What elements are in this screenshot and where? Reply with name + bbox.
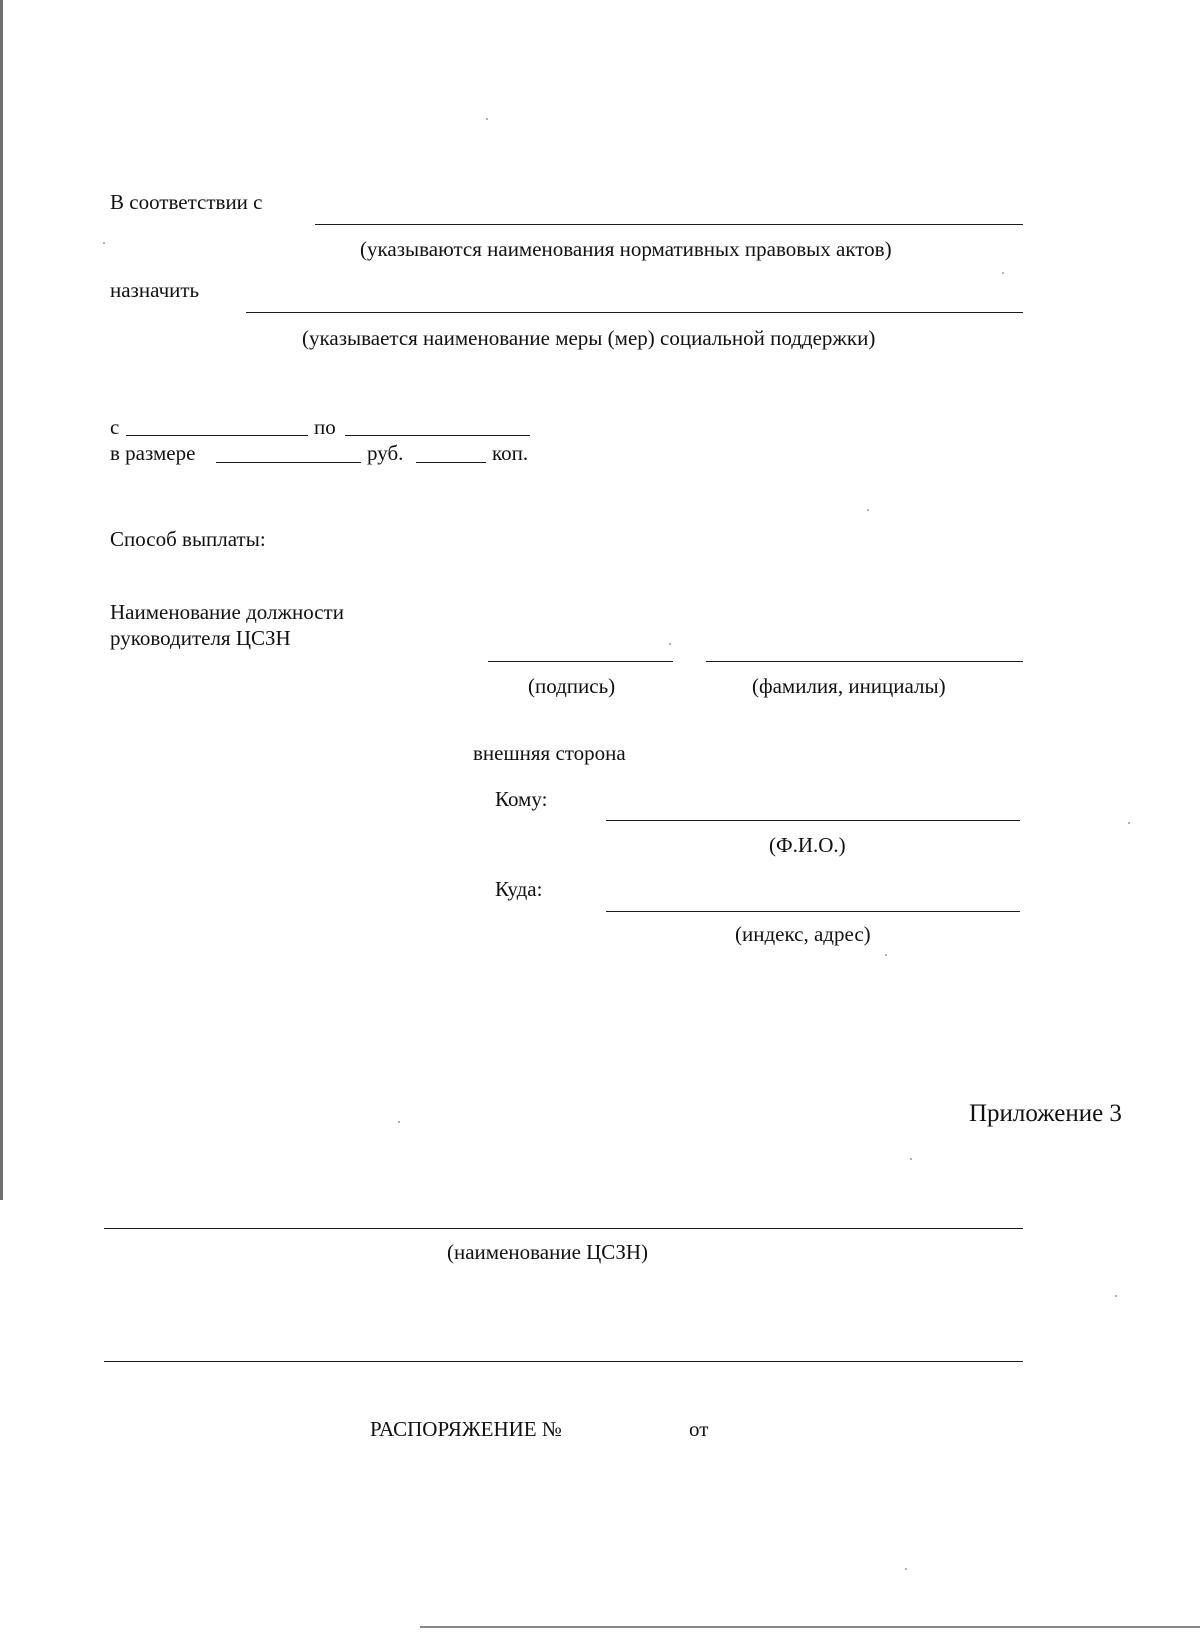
- scan-speck: [885, 954, 887, 956]
- scan-speck: [398, 1121, 400, 1123]
- signature-hint: (подпись): [528, 674, 616, 698]
- rub-label: руб.: [367, 441, 404, 465]
- scan-bottom-edge: [420, 1626, 1200, 1628]
- address-line: [606, 911, 1020, 912]
- to-date-line: [345, 435, 530, 436]
- name-hint: (фамилия, инициалы): [752, 674, 946, 698]
- from-label: с: [110, 415, 120, 439]
- where-label: Куда:: [495, 877, 543, 901]
- scan-speck: [905, 1568, 907, 1570]
- kop-label: коп.: [492, 441, 529, 465]
- head-title-line2: руководителя ЦСЗН: [110, 626, 291, 650]
- address-hint: (индекс, адрес): [735, 922, 871, 946]
- org-hint: (наименование ЦСЗН): [447, 1240, 648, 1264]
- amount-label: в размере: [110, 441, 196, 465]
- kop-amount-line: [416, 462, 486, 463]
- acts-line: [315, 224, 1023, 225]
- acts-hint: (указываются наименования нормативных правовых актов): [360, 237, 892, 261]
- from-date-line: [126, 435, 308, 436]
- fio-line: [606, 820, 1020, 821]
- assign-label: назначить: [110, 278, 200, 302]
- measure-line: [246, 312, 1023, 313]
- rub-amount-line: [216, 462, 361, 463]
- appendix-title: Приложение 3: [969, 1100, 1122, 1127]
- scan-speck: [1128, 822, 1130, 824]
- to-label: по: [314, 415, 336, 439]
- second-org-line: [104, 1361, 1023, 1362]
- scan-speck: [669, 643, 671, 645]
- fio-hint: (Ф.И.О.): [769, 833, 846, 857]
- scan-page-edge: [0, 0, 3, 1200]
- payment-method-label: Способ выплаты:: [110, 527, 266, 551]
- scan-speck: [1002, 272, 1004, 274]
- head-title-line1: Наименование должности: [110, 600, 344, 624]
- scan-speck: [1115, 1295, 1117, 1297]
- signature-line: [488, 661, 673, 662]
- order-label: РАСПОРЯЖЕНИЕ №: [370, 1417, 562, 1441]
- scan-speck: [910, 1158, 912, 1160]
- outer-side-label: внешняя сторона: [473, 741, 626, 765]
- order-from-word: от: [689, 1417, 709, 1441]
- accordance-label: В соответствии с: [110, 190, 263, 214]
- scan-speck: [867, 509, 869, 511]
- name-line: [706, 661, 1023, 662]
- to-whom-label: Кому:: [495, 787, 548, 811]
- scan-speck: [486, 118, 488, 120]
- scan-speck: [103, 242, 105, 244]
- measure-hint: (указывается наименование меры (мер) социальной поддержки): [302, 326, 876, 350]
- org-line: [104, 1228, 1023, 1229]
